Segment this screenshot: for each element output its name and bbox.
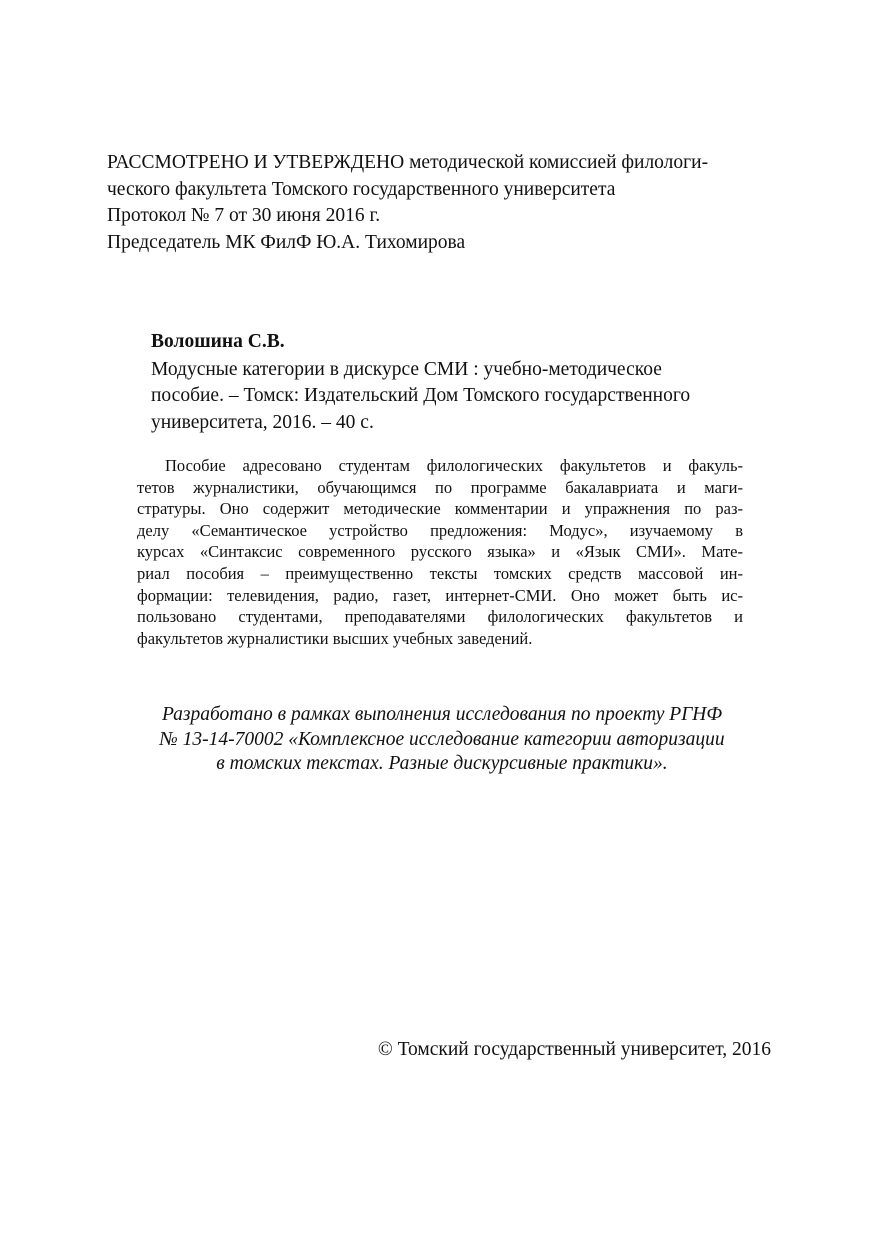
abstract-line: формации: телевидения, радио, газет, интернет-СМИ. Оно может быть ис- — [137, 585, 743, 605]
grant-note — [107, 703, 777, 777]
abstract-line: Пособие адресовано студентам филологических факультетов и факуль- — [165, 456, 743, 475]
publisher-line: пособие. – Томск: Издательский Дом Томского государственного — [151, 385, 691, 406]
grant-line: № 13-14-70002 «Комплексное исследование категории авторизации — [159, 728, 725, 750]
title-line: Модусные категории в дискурсе СМИ : учебно-методическое — [151, 358, 662, 380]
abstract-line: стратуры. Оно содержит методические комментарии и упражнения по раз- — [137, 499, 743, 519]
approval-block — [107, 150, 777, 256]
grant-line: в томских текстах. Разные дискурсивные практики». — [216, 753, 668, 774]
approval-line: ческого факультета Томского государственного университета — [107, 178, 616, 200]
approval-line: РАССМОТРЕНО И УТВЕРЖДЕНО методической комиссией филологи- — [107, 152, 709, 173]
author-name: Волошина С.В. — [151, 331, 285, 352]
abstract-line: пользовано студентами, преподавателями филологических факультетов и — [137, 607, 743, 627]
publication-year-line: университета, 2016. – 40 с. — [151, 411, 374, 433]
abstract-line: риал пособия – преимущественно тексты томских средств массовой ин- — [137, 563, 743, 583]
copyright-notice: © Томский государственный университет, 2016 — [377, 1039, 771, 1060]
abstract-line: курсах «Синтаксис современного русского языка» и «Язык СМИ». Мате- — [137, 542, 743, 562]
protocol-line: Протокол № 7 от 30 июня 2016 г. — [107, 205, 381, 226]
abstract-line: факультетов журналистики высших учебных заведений. — [137, 628, 533, 648]
chairman-line: Председатель МК ФилФ Ю.А. Тихомирова — [107, 231, 466, 253]
bibliographic-record — [151, 329, 781, 436]
abstract-paragraph — [137, 455, 743, 649]
abstract-line: тетов журналистики, обучающимся по программе бакалавриата и маги- — [137, 477, 743, 497]
abstract-line: делу «Семантическое устройство предложения: Модус», изучаемому в — [137, 520, 743, 540]
grant-line: Разработано в рамках выполнения исследования по проекту РГНФ — [161, 704, 723, 725]
